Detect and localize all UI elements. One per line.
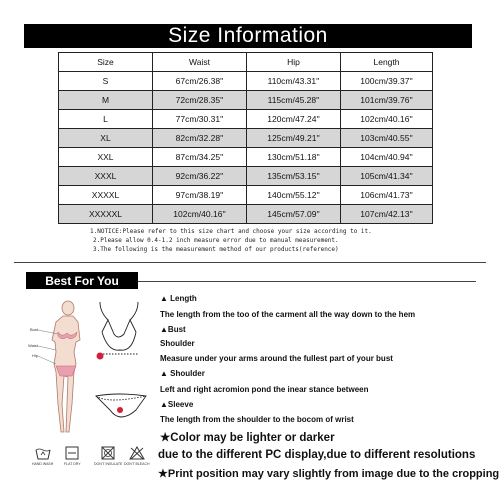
column-header: Hip [247, 53, 341, 72]
table-row [59, 186, 433, 205]
table-cell: XXXL [59, 167, 153, 186]
table-cell: 145cm/57.09'' [247, 205, 341, 224]
table-row [59, 72, 433, 91]
best-for-you-label: Best For You [45, 273, 119, 288]
note-line: 2.Please allow 0.4-1.2 inch measure error due to manual measurement. [93, 237, 339, 244]
table-cell: XXXXXL [59, 205, 153, 224]
table-cell: 106cm/41.73'' [341, 186, 433, 205]
table-header-row [59, 53, 433, 72]
table-cell: 102cm/40.16'' [341, 110, 433, 129]
waist-label: Waist [28, 343, 38, 348]
length-title: ▲ Length [160, 294, 197, 303]
table-cell: 97cm/38.19'' [153, 186, 247, 205]
table-cell: XXXXL [59, 186, 153, 205]
table-cell: 103cm/40.55'' [341, 129, 433, 148]
table-cell: 120cm/47.24'' [247, 110, 341, 129]
care-do-not-bleach [124, 446, 150, 466]
table-cell: 140cm/55.12'' [247, 186, 341, 205]
care-label: DON'T INSULATE [94, 462, 123, 466]
care-label: HAND WASH [32, 462, 54, 466]
table-cell: 102cm/40.16'' [153, 205, 247, 224]
table-cell: 82cm/32.28'' [153, 129, 247, 148]
table-row [59, 167, 433, 186]
best-for-you-rule [138, 281, 476, 282]
measurement-notes [90, 227, 420, 254]
table-cell: 130cm/51.18'' [247, 148, 341, 167]
page-title: Size Information [168, 24, 328, 47]
table-cell: 92cm/36.22'' [153, 167, 247, 186]
table-row [59, 110, 433, 129]
table-row [59, 129, 433, 148]
panty-diagram [96, 394, 146, 417]
sleeve-description: The length from the shoulder to the bocom of wrist [160, 415, 354, 424]
care-hand-wash [32, 446, 53, 466]
section-divider [14, 262, 486, 263]
best-for-you-badge [26, 272, 138, 289]
table-cell: 135cm/53.15'' [247, 167, 341, 186]
hip-marker-icon [117, 407, 123, 413]
bra-diagram [100, 302, 138, 354]
care-flat-dry [64, 446, 81, 466]
note-line: 3.The following is the measurement method of our products(reference) [93, 246, 339, 253]
print-note: ★Print position may vary slightly from image due to the cropping [158, 468, 500, 480]
bust-title: ▲Bust [160, 325, 186, 334]
care-label: DON'T BLEACH [124, 462, 150, 466]
table-cell: 77cm/30.31'' [153, 110, 247, 129]
table-row [59, 91, 433, 110]
table-cell: 110cm/43.31'' [247, 72, 341, 91]
table-row [59, 148, 433, 167]
column-header: Length [341, 53, 433, 72]
table-cell: XL [59, 129, 153, 148]
sleeve-title: ▲Sleeve [160, 400, 194, 409]
hand-wash-icon [35, 446, 51, 460]
column-header: Waist [153, 53, 247, 72]
care-do-not-insulate [94, 446, 122, 466]
table-cell: 72cm/28.35'' [153, 91, 247, 110]
table-cell: 104cm/40.94'' [341, 148, 433, 167]
bust-label: Bust [30, 327, 39, 332]
length-description: The length from the too of the carment all the way down to the hem [160, 310, 416, 319]
table-cell: 67cm/26.38'' [153, 72, 247, 91]
bust-marker-icon [97, 353, 104, 360]
table-cell: 105cm/41.34'' [341, 167, 433, 186]
size-information-banner [24, 24, 472, 48]
table-cell: S [59, 72, 153, 91]
shoulder-description: Left and right acromion pond the inear stance between [160, 385, 369, 394]
table-cell: 100cm/39.37'' [341, 72, 433, 91]
table-cell: 115cm/45.28'' [247, 91, 341, 110]
note-line: 1.NOTICE:Please refer to this size chart and choose your size according to it. [90, 228, 372, 235]
column-header: Size [59, 53, 153, 72]
table-cell: M [59, 91, 153, 110]
table-cell: 107cm/42.13'' [341, 205, 433, 224]
table-cell: 125cm/49.21'' [247, 129, 341, 148]
table-cell: XXL [59, 148, 153, 167]
flat-dry-icon [65, 446, 79, 460]
do-not-insulate-icon [101, 446, 115, 460]
table-row [59, 205, 433, 224]
care-label: FLAT DRY [64, 462, 81, 466]
table-cell: L [59, 110, 153, 129]
do-not-bleach-icon [129, 446, 145, 460]
bust-description: Measure under your arms around the fullest part of your bust [160, 354, 393, 363]
size-table [58, 52, 433, 224]
shoulder-title: ▲ Shoulder [160, 369, 205, 378]
color-note: ★Color may be lighter or darker [160, 432, 335, 444]
display-note: due to the different PC display,due to different resolutions [158, 449, 476, 461]
measurement-illustration [28, 292, 160, 442]
table-cell: 101cm/39.76'' [341, 91, 433, 110]
table-cell: 87cm/34.25'' [153, 148, 247, 167]
hip-label: Hip [32, 353, 39, 358]
shoulder-label: Shoulder [160, 339, 195, 348]
